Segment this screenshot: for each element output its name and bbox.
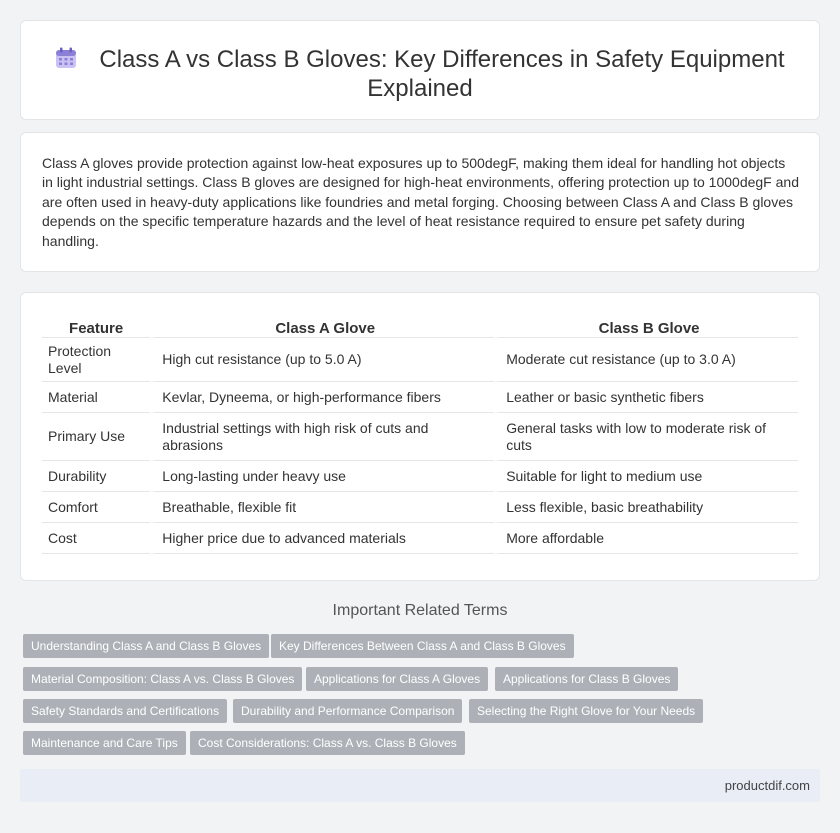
- row-feature: Primary Use: [42, 413, 150, 461]
- title-card: [20, 20, 820, 120]
- header-class-a: Class A Glove: [150, 313, 494, 338]
- row-feature: Comfort: [42, 492, 150, 523]
- row-feature: Material: [42, 382, 150, 413]
- row-class-a: Industrial settings with high risk of cuts and abrasions: [150, 413, 494, 461]
- table-row: [42, 338, 798, 382]
- row-class-b: Less flexible, basic breathability: [494, 492, 798, 523]
- row-class-a: Breathable, flexible fit: [150, 492, 494, 523]
- table-row: [42, 461, 798, 492]
- row-class-a: Higher price due to advanced materials: [150, 523, 494, 554]
- comparison-table: [42, 313, 798, 554]
- related-term-tag[interactable]: Cost Considerations: Class A vs. Class B Gloves: [190, 731, 465, 755]
- table-header-row: [42, 313, 798, 338]
- calendar-icon: [55, 47, 77, 69]
- intro-card: [20, 132, 820, 272]
- related-term-tag[interactable]: Key Differences Between Class A and Class B Gloves: [271, 634, 574, 658]
- row-class-b: General tasks with low to moderate risk of cuts: [494, 413, 798, 461]
- page-title: [21, 45, 819, 103]
- related-term-tag[interactable]: Applications for Class A Gloves: [306, 667, 488, 691]
- footer-site[interactable]: productdif.com: [724, 778, 810, 793]
- row-feature: Durability: [42, 461, 150, 492]
- footer: [20, 769, 820, 802]
- related-term-tag[interactable]: Selecting the Right Glove for Your Needs: [469, 699, 703, 723]
- related-term-tag[interactable]: Understanding Class A and Class B Gloves: [23, 634, 269, 658]
- row-class-b: Suitable for light to medium use: [494, 461, 798, 492]
- comparison-card: [20, 292, 820, 581]
- header-class-b: Class B Glove: [494, 313, 798, 338]
- row-feature: Cost: [42, 523, 150, 554]
- table-row: [42, 382, 798, 413]
- row-class-b: More affordable: [494, 523, 798, 554]
- table-row: [42, 523, 798, 554]
- table-row: [42, 413, 798, 461]
- row-class-a: Kevlar, Dyneema, or high-performance fibers: [150, 382, 494, 413]
- row-feature: Protection Level: [42, 338, 150, 382]
- related-term-tag[interactable]: Applications for Class B Gloves: [495, 667, 678, 691]
- header-feature: Feature: [42, 313, 150, 338]
- related-terms-title: Important Related Terms: [332, 602, 508, 619]
- row-class-b: Leather or basic synthetic fibers: [494, 382, 798, 413]
- row-class-b: Moderate cut resistance (up to 3.0 A): [494, 338, 798, 382]
- page-title-text: Class A vs Class B Gloves: Key Differences in Safety Equipment Explained: [99, 46, 785, 102]
- related-term-tag[interactable]: Durability and Performance Comparison: [233, 699, 462, 723]
- related-term-tag[interactable]: Safety Standards and Certifications: [23, 699, 227, 723]
- related-term-tag[interactable]: Material Composition: Class A vs. Class B Gloves: [23, 667, 302, 691]
- row-class-a: Long-lasting under heavy use: [150, 461, 494, 492]
- table-row: [42, 492, 798, 523]
- intro-paragraph: Class A gloves provide protection against low-heat exposures up to 500degF, making them ideal for handling hot objects in light industrial settings. Class B gloves are designed for high-heat environments, offering protection up to 1000degF and are often used in heavy-duty applications like foundries and metal forging. Choosing between Class A and Class B gloves depends on the specific temperature hazards and the level of heat resistance required to ensure pet safety during handling.: [42, 155, 799, 249]
- row-class-a: High cut resistance (up to 5.0 A): [150, 338, 494, 382]
- related-term-tag[interactable]: Maintenance and Care Tips: [23, 731, 186, 755]
